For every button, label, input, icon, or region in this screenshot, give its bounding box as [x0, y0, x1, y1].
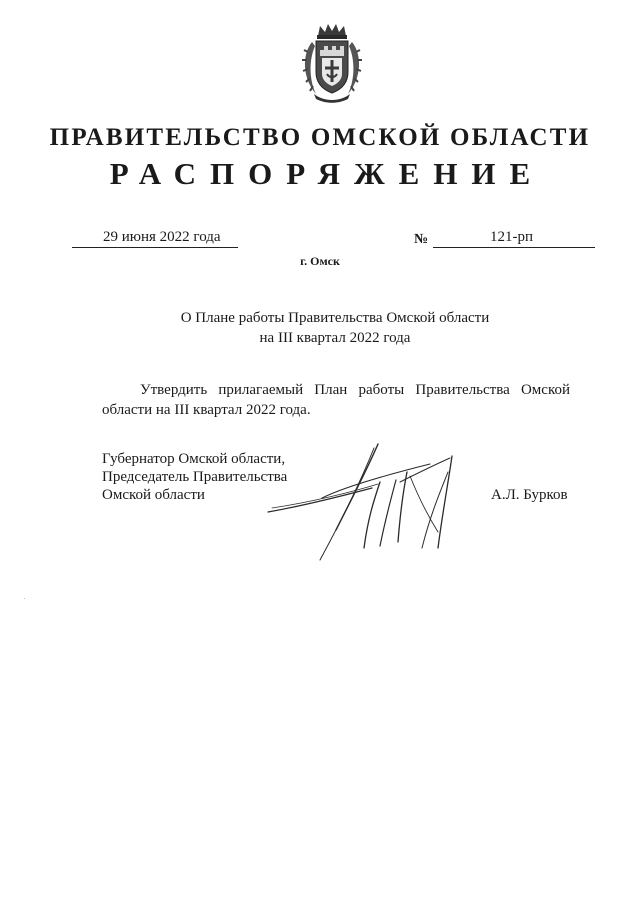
signatory-role-line-2: Председатель Правительства — [102, 469, 288, 485]
document-date: 29 июня 2022 года — [103, 229, 221, 245]
subject-line-2: на III квартал 2022 года — [259, 330, 411, 346]
signature-image — [262, 436, 482, 566]
document-type: РАСПОРЯЖЕНИЕ — [109, 156, 545, 191]
signatory-role-line-3: Омской области — [102, 487, 205, 503]
subject-line-1: О Плане работы Правительства Омской области — [180, 310, 490, 326]
document-body: Утвердить прилагаемый План работы Правительства Омской области на III квартал 2022 года. — [102, 382, 570, 418]
number-underline — [433, 247, 595, 248]
signatory-role-line-1: Губернатор Омской области, — [102, 451, 286, 467]
signatory-name: А.Л. Бурков — [491, 487, 568, 503]
government-title: ПРАВИТЕЛЬСТВО ОМСКОЙ ОБЛАСТИ — [49, 124, 591, 151]
number-sign: № — [414, 232, 429, 247]
scan-speck — [24, 598, 25, 599]
document-number: 121-рп — [490, 229, 534, 245]
date-underline — [72, 247, 238, 248]
document-subject — [0, 308, 640, 348]
coat-of-arms-icon — [298, 22, 366, 104]
document-city: г. Омск — [300, 254, 340, 268]
